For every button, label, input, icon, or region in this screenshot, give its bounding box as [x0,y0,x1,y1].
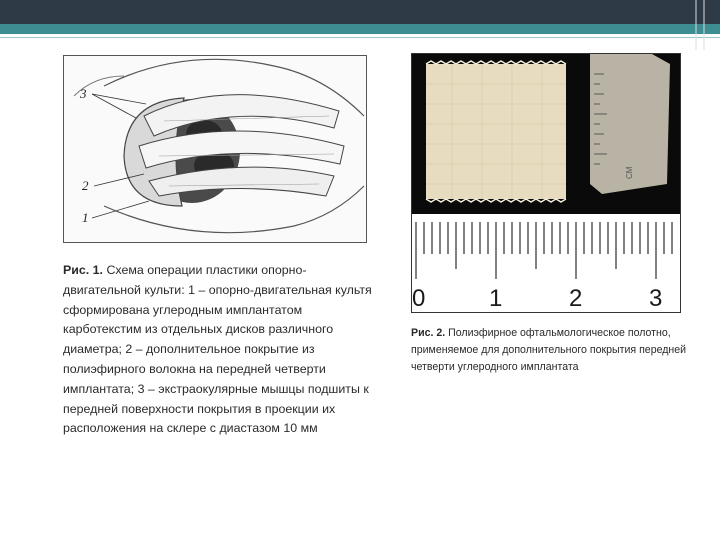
figure1-label-3: 3 [80,86,87,101]
slide-divider-line [0,37,720,38]
ruler-number-1: 1 [489,285,503,312]
ruler-number-0: 0 [412,285,426,312]
figure-2-caption [411,325,691,377]
figure-2-photo [411,53,681,313]
figure-1-caption [63,261,373,439]
ruler-number-3: 3 [649,285,663,312]
figure1-label-1: 1 [82,210,89,225]
metal-ruler-unit: CM [625,166,634,179]
page-corner-fold [694,0,720,50]
ruler-number-2: 2 [569,285,583,312]
figure-1-caption-text: Схема операции пластики опорно-двигательной культи: 1 – опорно-двигательная культя сформирована углеродным имплантатом карботекстим из отдельных дисков различного диаметра; 2 – дополнительное покрытие из полиэфирного волокна на передней четверти имплантата; 3 – экстраокулярные мышцы подшиты к передней поверхности покрытия в проекции их расположения на склере с диастазом 10 мм [63,263,372,436]
figure1-label-2: 2 [82,178,89,193]
figure-1-caption-label: Рис. 1. [63,263,103,277]
figure-1-diagram [63,55,367,243]
slide-accent-band [0,24,720,34]
figure-2-caption-label: Рис. 2. [411,327,446,339]
figure-2-caption-text: Полиэфирное офтальмологическое полотно, применяемое для дополнительного покрытия передней четверти углеродного имплантата [411,327,687,374]
slide-topbar [0,0,720,24]
